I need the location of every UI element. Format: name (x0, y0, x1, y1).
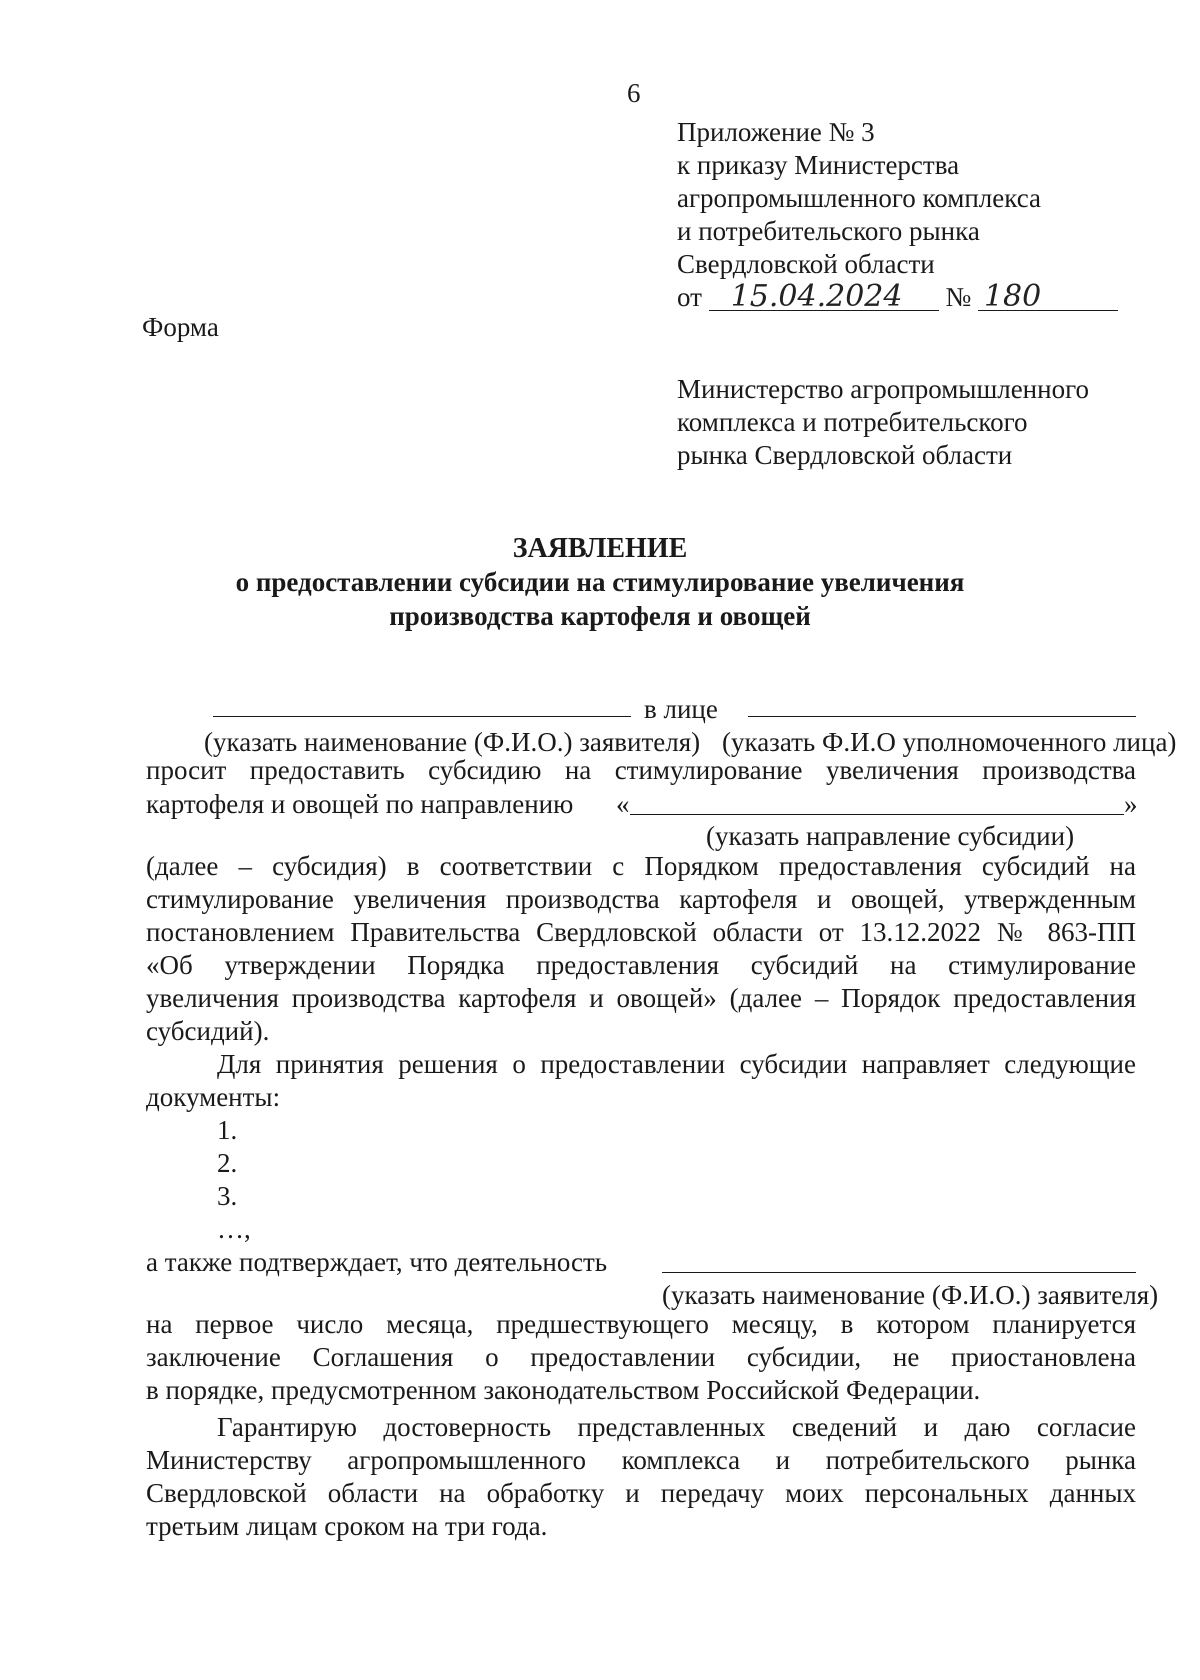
document-list-item: 2. (217, 1148, 238, 1178)
quote-open: « (616, 789, 630, 819)
body-line: просит предоставить субсидию на стимулирование увеличения производства (146, 755, 1136, 785)
body-line: стимулирование увеличения производства картофеля и овощей, утвержденным (146, 884, 1136, 914)
body-line: Для принятия решения о предоставлении субсидии направляет следующие (217, 1049, 1136, 1079)
appendix-block (677, 116, 1118, 314)
body-line: документы: (146, 1082, 281, 1112)
body-line: в порядке, предусмотренном законодательством Российской Федерации. (146, 1375, 981, 1405)
applicant-name-field[interactable] (213, 716, 631, 717)
body-line: картофеля и овощей по направлению (146, 789, 574, 819)
body-line: а также подтверждает, что деятельность (146, 1247, 608, 1277)
appendix-line: агропромышленного комплекса (677, 183, 1041, 213)
body-line: Свердловской области на обработку и передачу моих персональных данных (146, 1478, 1136, 1508)
in-person-label: в лице (644, 694, 718, 724)
body-line: Гарантирую достоверность представленных сведений и даю согласие (217, 1412, 1136, 1442)
quote-close: » (1124, 789, 1138, 819)
appendix-line: Свердловской области (677, 249, 935, 279)
body-line: Министерству агропромышленного комплекса и потребительского рынка (146, 1445, 1136, 1475)
document-subtitle-line: производства картофеля и овощей (389, 601, 811, 631)
recipient-line: комплекса и потребительского (677, 407, 1028, 437)
order-date-field (709, 279, 939, 314)
order-from-label: от (677, 282, 702, 312)
body-line: увеличения производства картофеля и овощей» (далее – Порядок предоставления (146, 983, 1136, 1013)
document-list-item: …, (217, 1214, 251, 1244)
order-number: 180 (983, 279, 1042, 314)
document-list-item: 3. (217, 1181, 238, 1211)
order-date: 15.04.2024 (730, 279, 903, 314)
appendix-line: и потребительского рынка (677, 216, 980, 246)
body-line: постановлением Правительства Свердловской области от 13.12.2022 № 863-ПП (146, 917, 1136, 947)
order-number-label: № (945, 282, 972, 312)
direction-caption: (указать направление субсидии) (706, 821, 1075, 851)
subsidy-direction-field[interactable] (630, 814, 1124, 815)
representative-name-field[interactable] (748, 716, 1136, 717)
recipient-line: рынка Свердловской области (677, 440, 1013, 470)
order-number-field (978, 279, 1118, 314)
applicant-caption: (указать наименование (Ф.И.О.) заявителя) (204, 727, 701, 757)
applicant-activity-field[interactable] (662, 1272, 1136, 1273)
body-line: на первое число месяца, предшествующего месяцу, в котором планируется (146, 1309, 1136, 1339)
body-line: (далее – субсидия) в соответствии с Порядком предоставления субсидий на (146, 851, 1136, 881)
recipient-line: Министерство агропромышленного (677, 374, 1089, 404)
appendix-line: Приложение № 3 (677, 117, 875, 147)
body-line: «Об утверждении Порядка предоставления субсидий на стимулирование (146, 950, 1136, 980)
page-number: 6 (627, 78, 641, 108)
form-label: Форма (142, 312, 219, 342)
body-line: третьим лицам сроком на три года. (146, 1511, 548, 1541)
applicant-caption-2: (указать наименование (Ф.И.О.) заявителя) (662, 1280, 1159, 1310)
document-list-item: 1. (217, 1115, 238, 1145)
representative-caption: (указать Ф.И.О уполномоченного лица) (722, 727, 1177, 757)
appendix-line: к приказу Министерства (677, 150, 960, 180)
document-subtitle-line: о предоставлении субсидии на стимулирование увеличения (235, 567, 965, 597)
document-title: ЗАЯВЛЕНИЕ (512, 533, 688, 564)
recipient-block (677, 373, 1089, 472)
body-line: заключение Соглашения о предоставлении субсидии, не приостановлена (146, 1342, 1136, 1372)
body-line: субсидий). (146, 1016, 270, 1046)
order-line (677, 281, 1118, 314)
